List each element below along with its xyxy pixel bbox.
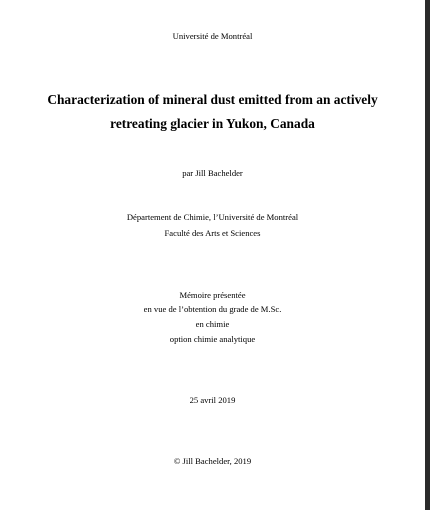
copyright-line: © Jill Bachelder, 2019 (173, 456, 252, 466)
option-line: option chimie analytique (169, 334, 256, 344)
viewer-edge (425, 0, 430, 510)
memoire-line: Mémoire présentée (179, 290, 246, 300)
university-name: Université de Montréal (172, 31, 253, 41)
date-line: 25 avril 2019 (189, 395, 236, 405)
thesis-title-line-2: retreating glacier in Yukon, Canada (110, 116, 315, 131)
field-line: en chimie (195, 319, 230, 329)
thesis-title-line-1: Characterization of mineral dust emitted from an actively (47, 92, 378, 107)
degree-line: en vue de l’obtention du grade de M.Sc. (143, 304, 282, 314)
department-line: Département de Chimie, l’Université de Montréal (126, 212, 299, 222)
author-line: par Jill Bachelder (182, 168, 243, 178)
faculty-line: Faculté des Arts et Sciences (164, 228, 261, 238)
